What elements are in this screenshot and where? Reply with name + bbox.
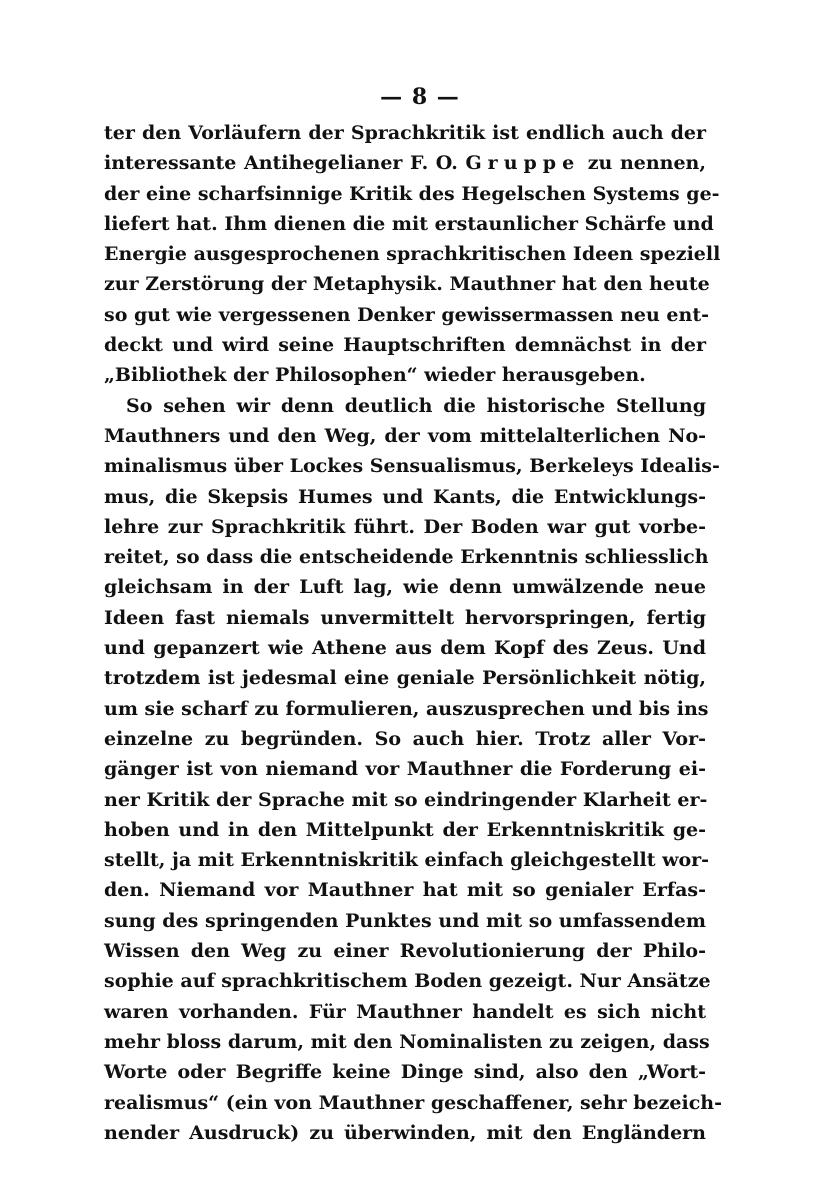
text-line: liefert hat. Ihm dienen die mit erstaunlicher Schärfe und	[104, 212, 714, 235]
text-segment: interessante Antihegelianer F. O.	[104, 152, 466, 175]
text-line: der eine scharfsinnige Kritik des Hegelschen Systems ge-	[104, 182, 720, 205]
paragraph-1	[104, 118, 721, 391]
text-line: „Bibliothek der Philosophen“ wieder herausgeben.	[104, 364, 646, 387]
text-line: sung des springenden Punktes und mit so umfassendem	[104, 909, 706, 932]
text-line: so gut wie vergessenen Denker gewissermassen neu ent-	[104, 303, 709, 326]
text-line: Ideen fast niemals unvermittelt hervorspringen, fertig	[104, 606, 706, 629]
text-line: realismus“ (ein von Mauthner geschaffener, sehr bezeich-	[104, 1091, 723, 1114]
text-line: nender Ausdruck) zu überwinden, mit den Engländern	[104, 1121, 706, 1144]
text-line: deckt und wird seine Hauptschriften demnächst in der	[104, 334, 706, 357]
paragraph-2	[104, 391, 723, 1148]
text-line: lehre zur Sprachkritik führt. Der Boden war gut vorbe-	[104, 515, 706, 538]
text-line: stellt, ja mit Erkenntniskritik einfach gleichgestellt wor-	[104, 849, 710, 872]
text-line: Wissen den Weg zu einer Revolutionierung der Philo-	[104, 940, 706, 963]
spaced-name: Gruppe	[465, 152, 581, 175]
text-line	[104, 148, 706, 178]
text-line: ner Kritik der Sprache mit so eindringender Klarheit er-	[104, 788, 708, 811]
text-line: reitet, so dass die entscheidende Erkenntnis schliesslich	[104, 546, 709, 569]
text-line: sophie auf sprachkritischem Boden gezeigt. Nur Ansätze	[104, 970, 711, 993]
text-line: und gepanzert wie Athene aus dem Kopf des Zeus. Und	[104, 637, 706, 660]
text-line: gänger ist von niemand vor Mauthner die Forderung ei-	[104, 758, 706, 781]
text-line: minalismus über Lockes Sensualismus, Berkeleys Idealis-	[104, 455, 720, 478]
text-line: mehr bloss darum, mit den Nominalisten zu zeigen, dass	[104, 1030, 710, 1053]
text-line: den. Niemand vor Mauthner hat mit so genialer Erfas-	[104, 879, 706, 902]
text-line: um sie scharf zu formulieren, auszusprechen und bis ins	[104, 697, 709, 720]
body-text	[104, 118, 723, 1148]
text-line: Worte oder Begriffe keine Dinge sind, also den „Wort-	[104, 1061, 706, 1084]
text-line: So sehen wir denn deutlich die historische Stellung	[126, 394, 706, 417]
text-line: hoben und in den Mittelpunkt der Erkenntniskritik ge-	[104, 818, 706, 841]
text-line: einzelne zu begründen. So auch hier. Trotz aller Vor-	[104, 727, 706, 750]
text-segment: zu nennen,	[580, 152, 706, 175]
page-number: — 8 —	[380, 84, 460, 110]
text-line: waren vorhanden. Für Mauthner handelt es sich nicht	[104, 1000, 706, 1023]
text-line: trotzdem ist jedesmal eine geniale Persönlichkeit nötig,	[104, 667, 706, 690]
text-line: ter den Vorläufern der Sprachkritik ist endlich auch der	[104, 122, 706, 144]
text-line: Energie ausgesprochenen sprachkritischen Ideen speziell	[104, 243, 721, 266]
text-line: gleichsam in der Luft lag, wie denn umwälzende neue	[104, 576, 706, 599]
text-line: mus, die Skepsis Humes und Kants, die Entwicklungs-	[104, 485, 706, 508]
text-line: Mauthners und den Weg, der vom mittelalterlichen No-	[104, 424, 706, 447]
text-line: zur Zerstörung der Metaphysik. Mauthner hat den heute	[104, 273, 710, 296]
